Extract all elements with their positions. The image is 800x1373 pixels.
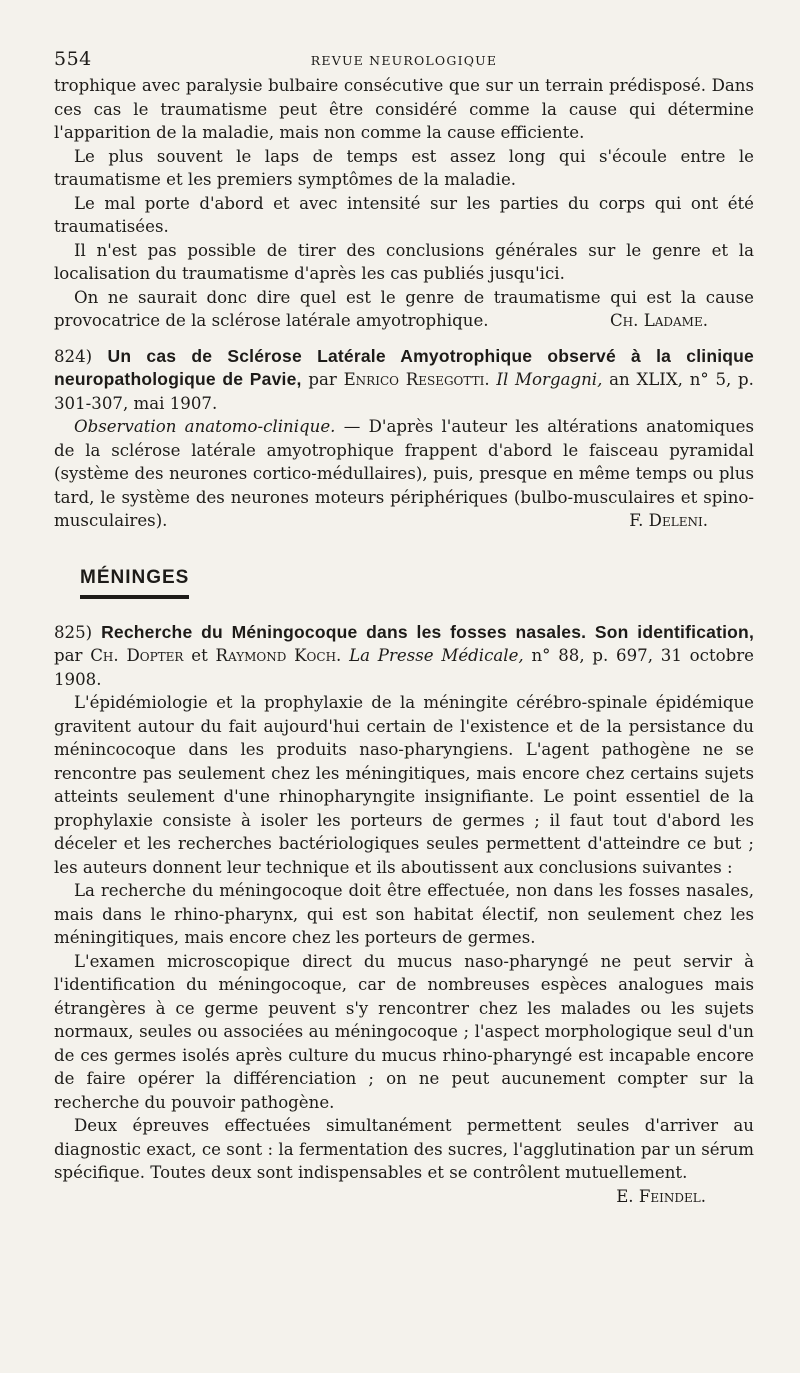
journal-page: [54, 48, 754, 1208]
citation: n° 88, p. 697, 31 octobre 1908.: [54, 646, 754, 689]
paragraph: Deux épreuves effectuées simultanément permettent seules d'arriver au diagnostic exact, ce sont : la fermentation des sucres, l'agglutination par un sérum spécifique. Toutes deux sont indispensables et se contrôlent mutuellement.: [54, 1116, 754, 1182]
and-word: et: [191, 646, 208, 665]
author-name: Raymond Koch.: [215, 646, 342, 665]
abstract-heading: [54, 621, 754, 692]
abstract-body: [54, 415, 754, 533]
paragraph: L'épidémiologie et la prophylaxie de la méningite cérébro-spinale épidémique gravitent autour du fait aujourd'hui certain de l'existence et de la persistance du ménincocoque dans les produits naso-pharyngiens. L'agent pathogène ne se rencontre pas seulement chez les méningitiques, mais encore chez certains sujets atteints seulement d'une rhinopharyngite insignifiante. Le point essentiel de la prophylaxie consiste à isoler les porteurs de germes ; il faut tout d'abord les déceler et les recherches bactériologiques seules permettent d'atteindre ce but ; les auteurs donnent leur technique et ils aboutissent aux conclusions suivantes :: [54, 693, 754, 877]
abstract-number: 824): [54, 346, 93, 366]
abstract-number: 825): [54, 622, 93, 642]
signature: F. Deleni.: [629, 511, 708, 530]
intro-continuation: [54, 74, 754, 333]
running-title: REVUE NEUROLOGIQUE: [310, 53, 498, 68]
author-name: Ch. Dopter: [90, 646, 184, 665]
signature: Ch. Ladame.: [609, 311, 708, 330]
citation: an XLIX, n° 5, p. 301-307, mai 1907.: [54, 370, 754, 413]
paragraph: Il n'est pas possible de tirer des conclusions générales sur le genre et la localisation du traumatisme d'après les cas publiés jusqu'ici.: [54, 240, 754, 283]
abstract-title: Recherche du Méningocoque dans les fosses nasales. Son identification,: [101, 621, 755, 642]
abstract-heading: [54, 345, 754, 416]
section-title: MÉNINGES: [80, 567, 189, 599]
signature: E. Feindel.: [616, 1186, 706, 1206]
paragraph: L'examen microscopique direct du mucus naso-pharyngé ne peut servir à l'identification du méningocoque, car de nombreuses espèces analogues mais étrangères à ce germe peuvent s'y rencontrer chez les malades ou les sujets normaux, seules ou associées au méningocoque ; l'aspect morphologique seul d'un de ces germes isolés après culture du mucus rhino-pharyngé est incapable encore de faire opérer la différenciation ; on ne peut aucunement compter sur la recherche du pouvoir pathogène.: [54, 951, 754, 1112]
paragraph: Le plus souvent le laps de temps est assez long qui s'écoule entre le traumatisme et les premiers symptômes de la maladie.: [54, 146, 754, 189]
abstract-825: [54, 621, 754, 1209]
abstract-824: [54, 345, 754, 533]
paragraph: Le mal porte d'abord et avec intensité sur les parties du corps qui ont été traumatisées.: [54, 193, 754, 236]
abstract-title: Un cas de Sclérose Latérale Amyotrophique observé à la clinique neuropathologique de Pavie,: [54, 345, 754, 389]
abstract-lead: Observation anatomo-clinique.: [74, 417, 336, 436]
journal-name: Il Morgagni,: [496, 370, 603, 389]
journal-name: La Presse Médicale,: [349, 646, 524, 665]
by-word: par: [308, 370, 337, 389]
paragraph: trophique avec paralysie bulbaire consécutive que sur un terrain prédisposé. Dans ces cas le traumatisme peut être considéré comme la cause qui détermine l'apparition de la maladie, mais non comme la cause efficiente.: [54, 76, 754, 142]
paragraph-text: On ne saurait donc dire quel est le genre de traumatisme qui est la cause provocatrice de la sclérose latérale amyotrophique.: [54, 287, 754, 330]
author-name: Enrico Resegotti.: [343, 370, 490, 389]
page-number: 554: [54, 48, 92, 70]
paragraph: La recherche du méningocoque doit être effectuée, non dans les fosses nasales, mais dans le rhino-pharynx, qui est son habitat électif, non seulement chez les méningitiques, mais encore chez les porteurs de germes.: [54, 881, 754, 947]
by-word: par: [54, 646, 83, 665]
paragraph-with-signature: [54, 286, 754, 333]
abstract-text: — D'après l'auteur les altérations anatomiques de la sclérose latérale amyotrophique frappent d'abord le faisceau pyramidal (système des neurones cortico-médullaires), puis, presque en même temps ou plus tard, le système des neurones moteurs périphériques (bulbo-musculaires et spino-musculaires).: [54, 417, 754, 530]
page-header: [54, 48, 754, 74]
